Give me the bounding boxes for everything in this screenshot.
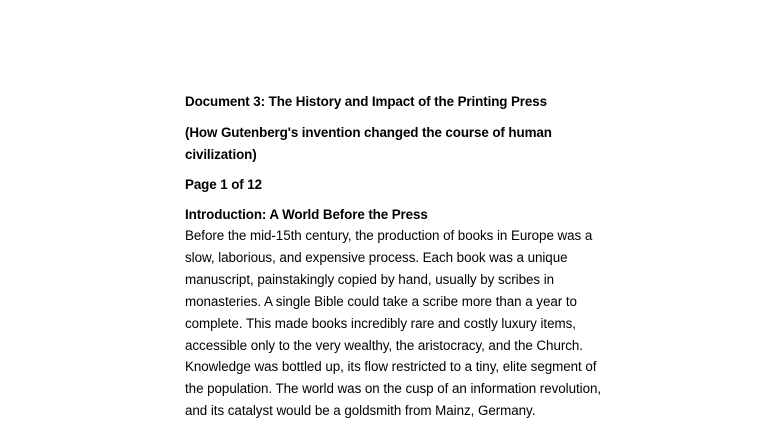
document-title: Document 3: The History and Impact of the Printing Press xyxy=(185,94,547,109)
section-paragraph: Before the mid-15th century, the production of books in Europe was a slow, laborious, and expensive process. Each book was a unique manuscript, painstakingly copied by hand, usually by scribes in monasteries. A single Bible could take a scribe more than a year to complete. This made books incredibly rare and costly luxury items, accessible only to the very wealthy, the aristocracy, and the Church. Knowledge was bottled up, its flow restricted to a tiny, elite segment of the population. The world was on the cusp of an information revolution, and its catalyst would be a goldsmith from Mainz, Germany. xyxy=(185,228,602,419)
document-subtitle: (How Gutenberg's invention changed the course of human civilization) xyxy=(185,125,552,162)
section-heading: Introduction: A World Before the Press xyxy=(185,207,428,222)
page-number: Page 1 of 12 xyxy=(185,177,262,192)
document-content xyxy=(185,92,605,422)
